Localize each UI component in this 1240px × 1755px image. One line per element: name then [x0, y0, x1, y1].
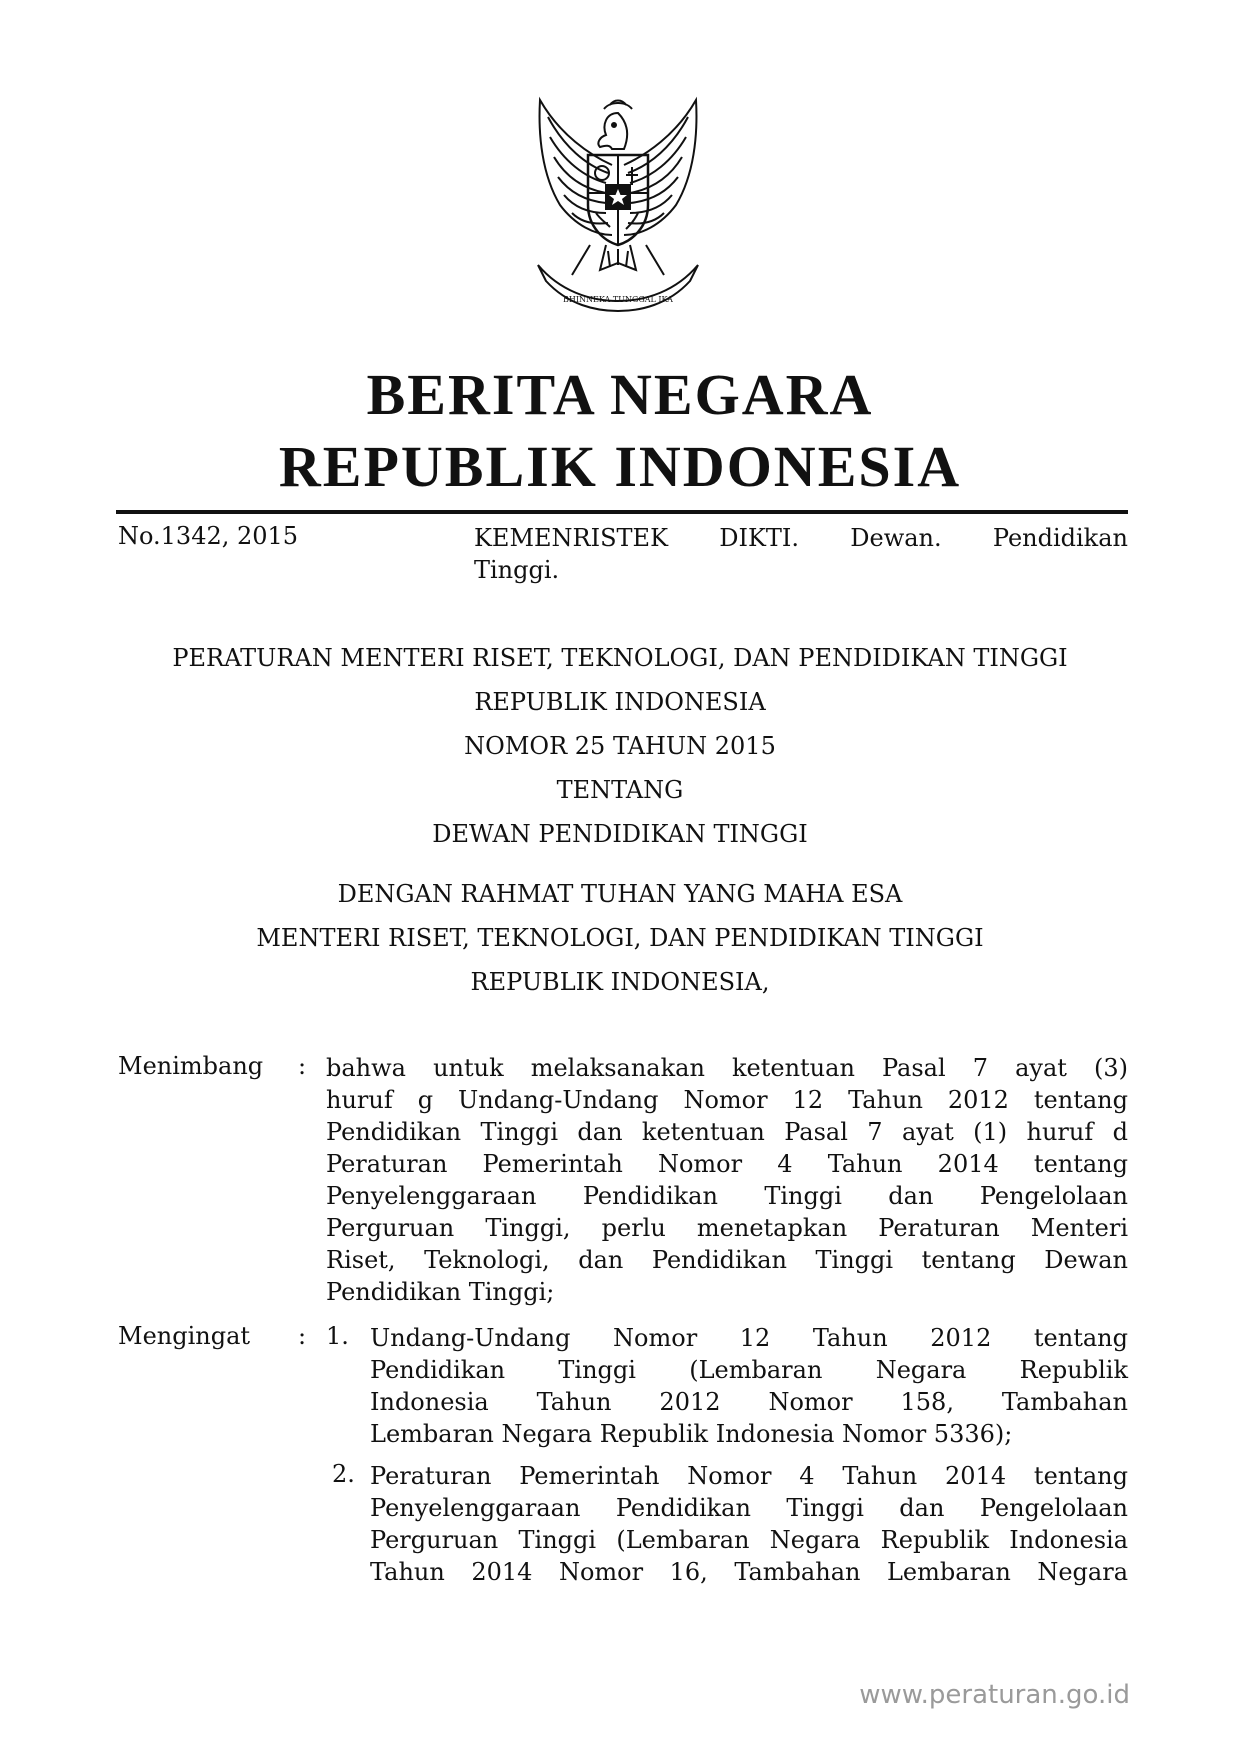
footer-url: www.peraturan.go.id: [859, 1680, 1130, 1710]
garuda-emblem-icon: [520, 95, 716, 313]
regulation-tentang: TENTANG: [556, 776, 684, 804]
list-item: Peraturan Pemerintah Nomor 4 Tahun 2014 tentang Penyelenggaraan Pendidikan Tinggi dan Pengelolaan Perguruan Tinggi (Lembaran Negara Republik Indonesia Tahun 2014 Nomor 16, Tambahan Lembaran Negara: [370, 1462, 1128, 1586]
list-item-number: 1.: [326, 1322, 349, 1350]
regulation-title-line: PERATURAN MENTERI RISET, TEKNOLOGI, DAN PENDIDIKAN TINGGI: [172, 644, 1068, 672]
regulation-subject: DEWAN PENDIDIKAN TINGGI: [432, 820, 808, 848]
emblem-motto: BHINNEKA TUNGGAL IKA: [563, 295, 673, 304]
preamble-line: REPUBLIK INDONESIA,: [470, 968, 770, 996]
mengingat-colon: :: [298, 1322, 307, 1350]
gazette-number: No.1342, 2015: [118, 522, 299, 550]
menimbang-colon: :: [298, 1052, 307, 1080]
menimbang-label: Menimbang: [118, 1052, 264, 1080]
gazette-title-line2: REPUBLIK INDONESIA: [278, 434, 962, 499]
gazette-subject: KEMENRISTEK DIKTI. Dewan. Pendidikan Tinggi.: [474, 524, 1128, 584]
gazette-title-line1: BERITA NEGARA: [366, 362, 874, 427]
preamble-line: DENGAN RAHMAT TUHAN YANG MAHA ESA: [337, 880, 903, 908]
mengingat-label: Mengingat: [118, 1322, 251, 1350]
header-divider: [116, 510, 1128, 514]
regulation-number: NOMOR 25 TAHUN 2015: [464, 732, 776, 760]
list-item-number: 2.: [332, 1460, 355, 1488]
preamble-line: MENTERI RISET, TEKNOLOGI, DAN PENDIDIKAN TINGGI: [256, 924, 984, 952]
regulation-title-line: REPUBLIK INDONESIA: [474, 688, 766, 716]
list-item: Undang-Undang Nomor 12 Tahun 2012 tentang Pendidikan Tinggi (Lembaran Negara Republik Indonesia Tahun 2012 Nomor 158, Tambahan Lembaran Negara Republik Indonesia Nomor 5336);: [370, 1324, 1128, 1448]
menimbang-text: bahwa untuk melaksanakan ketentuan Pasal 7 ayat (3) huruf g Undang-Undang Nomor 12 Tahun 2012 tentang Pendidikan Tinggi dan ketentuan Pasal 7 ayat (1) huruf d Peraturan Pemerintah Nomor 4 Tahun 2014 tentang Penyelenggaraan Pendidikan Tinggi dan Pengelolaan Perguruan Tinggi, perlu menetapkan Peraturan Menteri Riset, Teknologi, dan Pendidikan Tinggi tentang Dewan Pendidikan Tinggi;: [326, 1054, 1128, 1306]
